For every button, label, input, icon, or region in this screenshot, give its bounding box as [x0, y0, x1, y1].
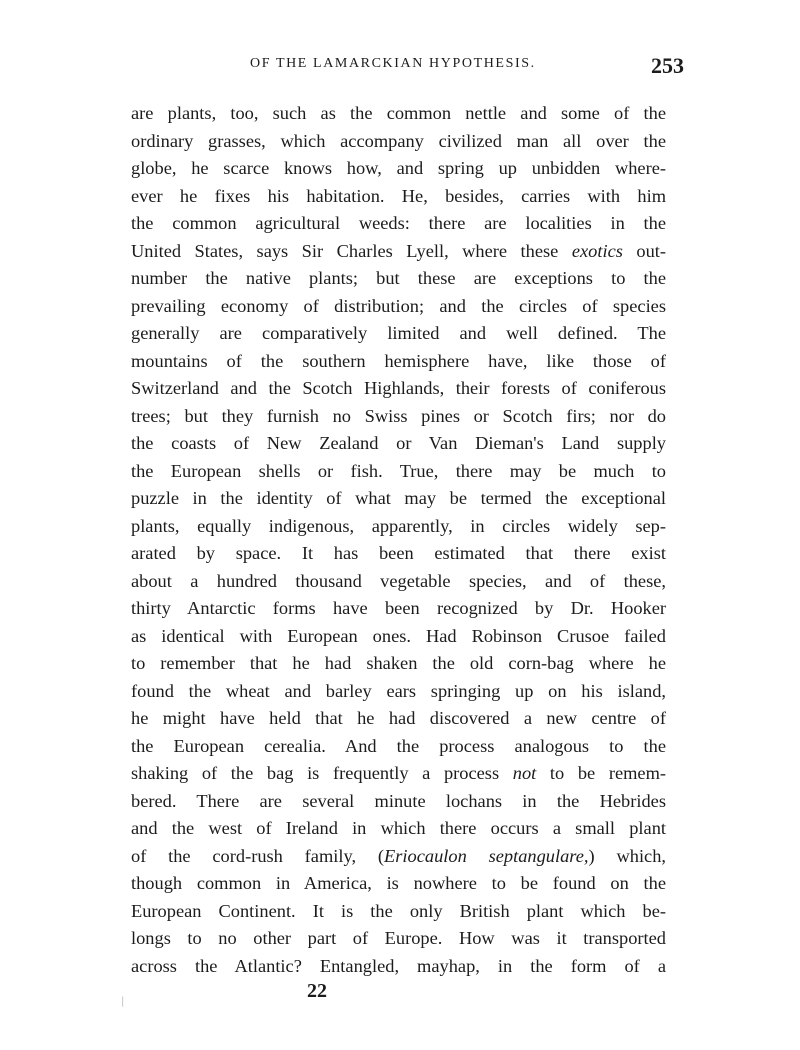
text-line: thirty Antarctic forms have been recognized by Dr. Hooker — [131, 598, 666, 618]
text-line: the coasts of New Zealand or Van Dieman's Land supply — [131, 433, 666, 453]
text-line: of the cord-rush family, (Eriocaulon septangulare,) which, — [131, 845, 667, 866]
text-line: though common in America, is nowhere to be found on the — [131, 873, 666, 893]
text-line: number the native plants; but these are exceptions to the — [131, 268, 666, 288]
text-line: Switzerland and the Scotch Highlands, their forests of coniferous — [131, 378, 666, 398]
running-header — [132, 54, 684, 84]
text-line: are plants, too, such as the common nettle and some of the — [131, 103, 666, 123]
text-line: arated by space. It has been estimated that there exist — [131, 543, 666, 563]
text-line: as identical with European ones. Had Robinson Crusoe failed — [131, 625, 666, 646]
running-title: OF THE LAMARCKIAN HYPOTHESIS. — [250, 56, 536, 71]
text-line: ordinary grasses, which accompany civilized man all over the — [131, 130, 666, 151]
text-line: shaking of the bag is frequently a process not to be remem- — [131, 763, 666, 783]
text-line: longs to no other part of Europe. How was it transported — [131, 928, 666, 948]
text-line: puzzle in the identity of what may be termed the exceptional — [131, 488, 666, 508]
text-line: globe, he scarce knows how, and spring up unbidden where- — [131, 158, 666, 178]
text-line: prevailing economy of distribution; and the circles of species — [131, 295, 666, 316]
text-line: and the west of Ireland in which there occurs a small plant — [131, 818, 666, 838]
text-line: trees; but they furnish no Swiss pines or Scotch firs; nor do — [131, 405, 666, 426]
text-line: about a hundred thousand vegetable species, and of these, — [131, 570, 666, 591]
text-line: the European cerealia. And the process analogous to the — [131, 735, 666, 756]
text-line: the European shells or fish. True, there may be much to — [131, 460, 666, 481]
text-line: he might have held that he had discovered a new centre of — [131, 708, 666, 728]
text-line: mountains of the southern hemisphere have, like those of — [131, 350, 666, 371]
text-line: across the Atlantic? Entangled, mayhap, in the form of a — [131, 955, 666, 976]
text-line: United States, says Sir Charles Lyell, where these exotics out- — [131, 240, 666, 261]
text-line: to remember that he had shaken the old corn-bag where he — [131, 653, 666, 673]
text-line: the common agricultural weeds: there are localities in the — [131, 213, 666, 233]
page-number: 253 — [651, 53, 684, 78]
text-line: found the wheat and barley ears springing up on his island, — [131, 680, 666, 701]
text-line: bered. There are several minute lochans in the Hebrides — [131, 790, 666, 811]
text-line: European Continent. It is the only British plant which be- — [131, 900, 666, 921]
text-line: ever he fixes his habitation. He, besides, carries with him — [131, 185, 666, 206]
text-line: plants, equally indigenous, apparently, in circles widely sep- — [131, 515, 666, 536]
margin-tick: | — [121, 996, 125, 1007]
text-line: generally are comparatively limited and well defined. The — [131, 323, 666, 343]
body-text — [131, 100, 666, 980]
signature-mark: 22 — [307, 980, 327, 1002]
